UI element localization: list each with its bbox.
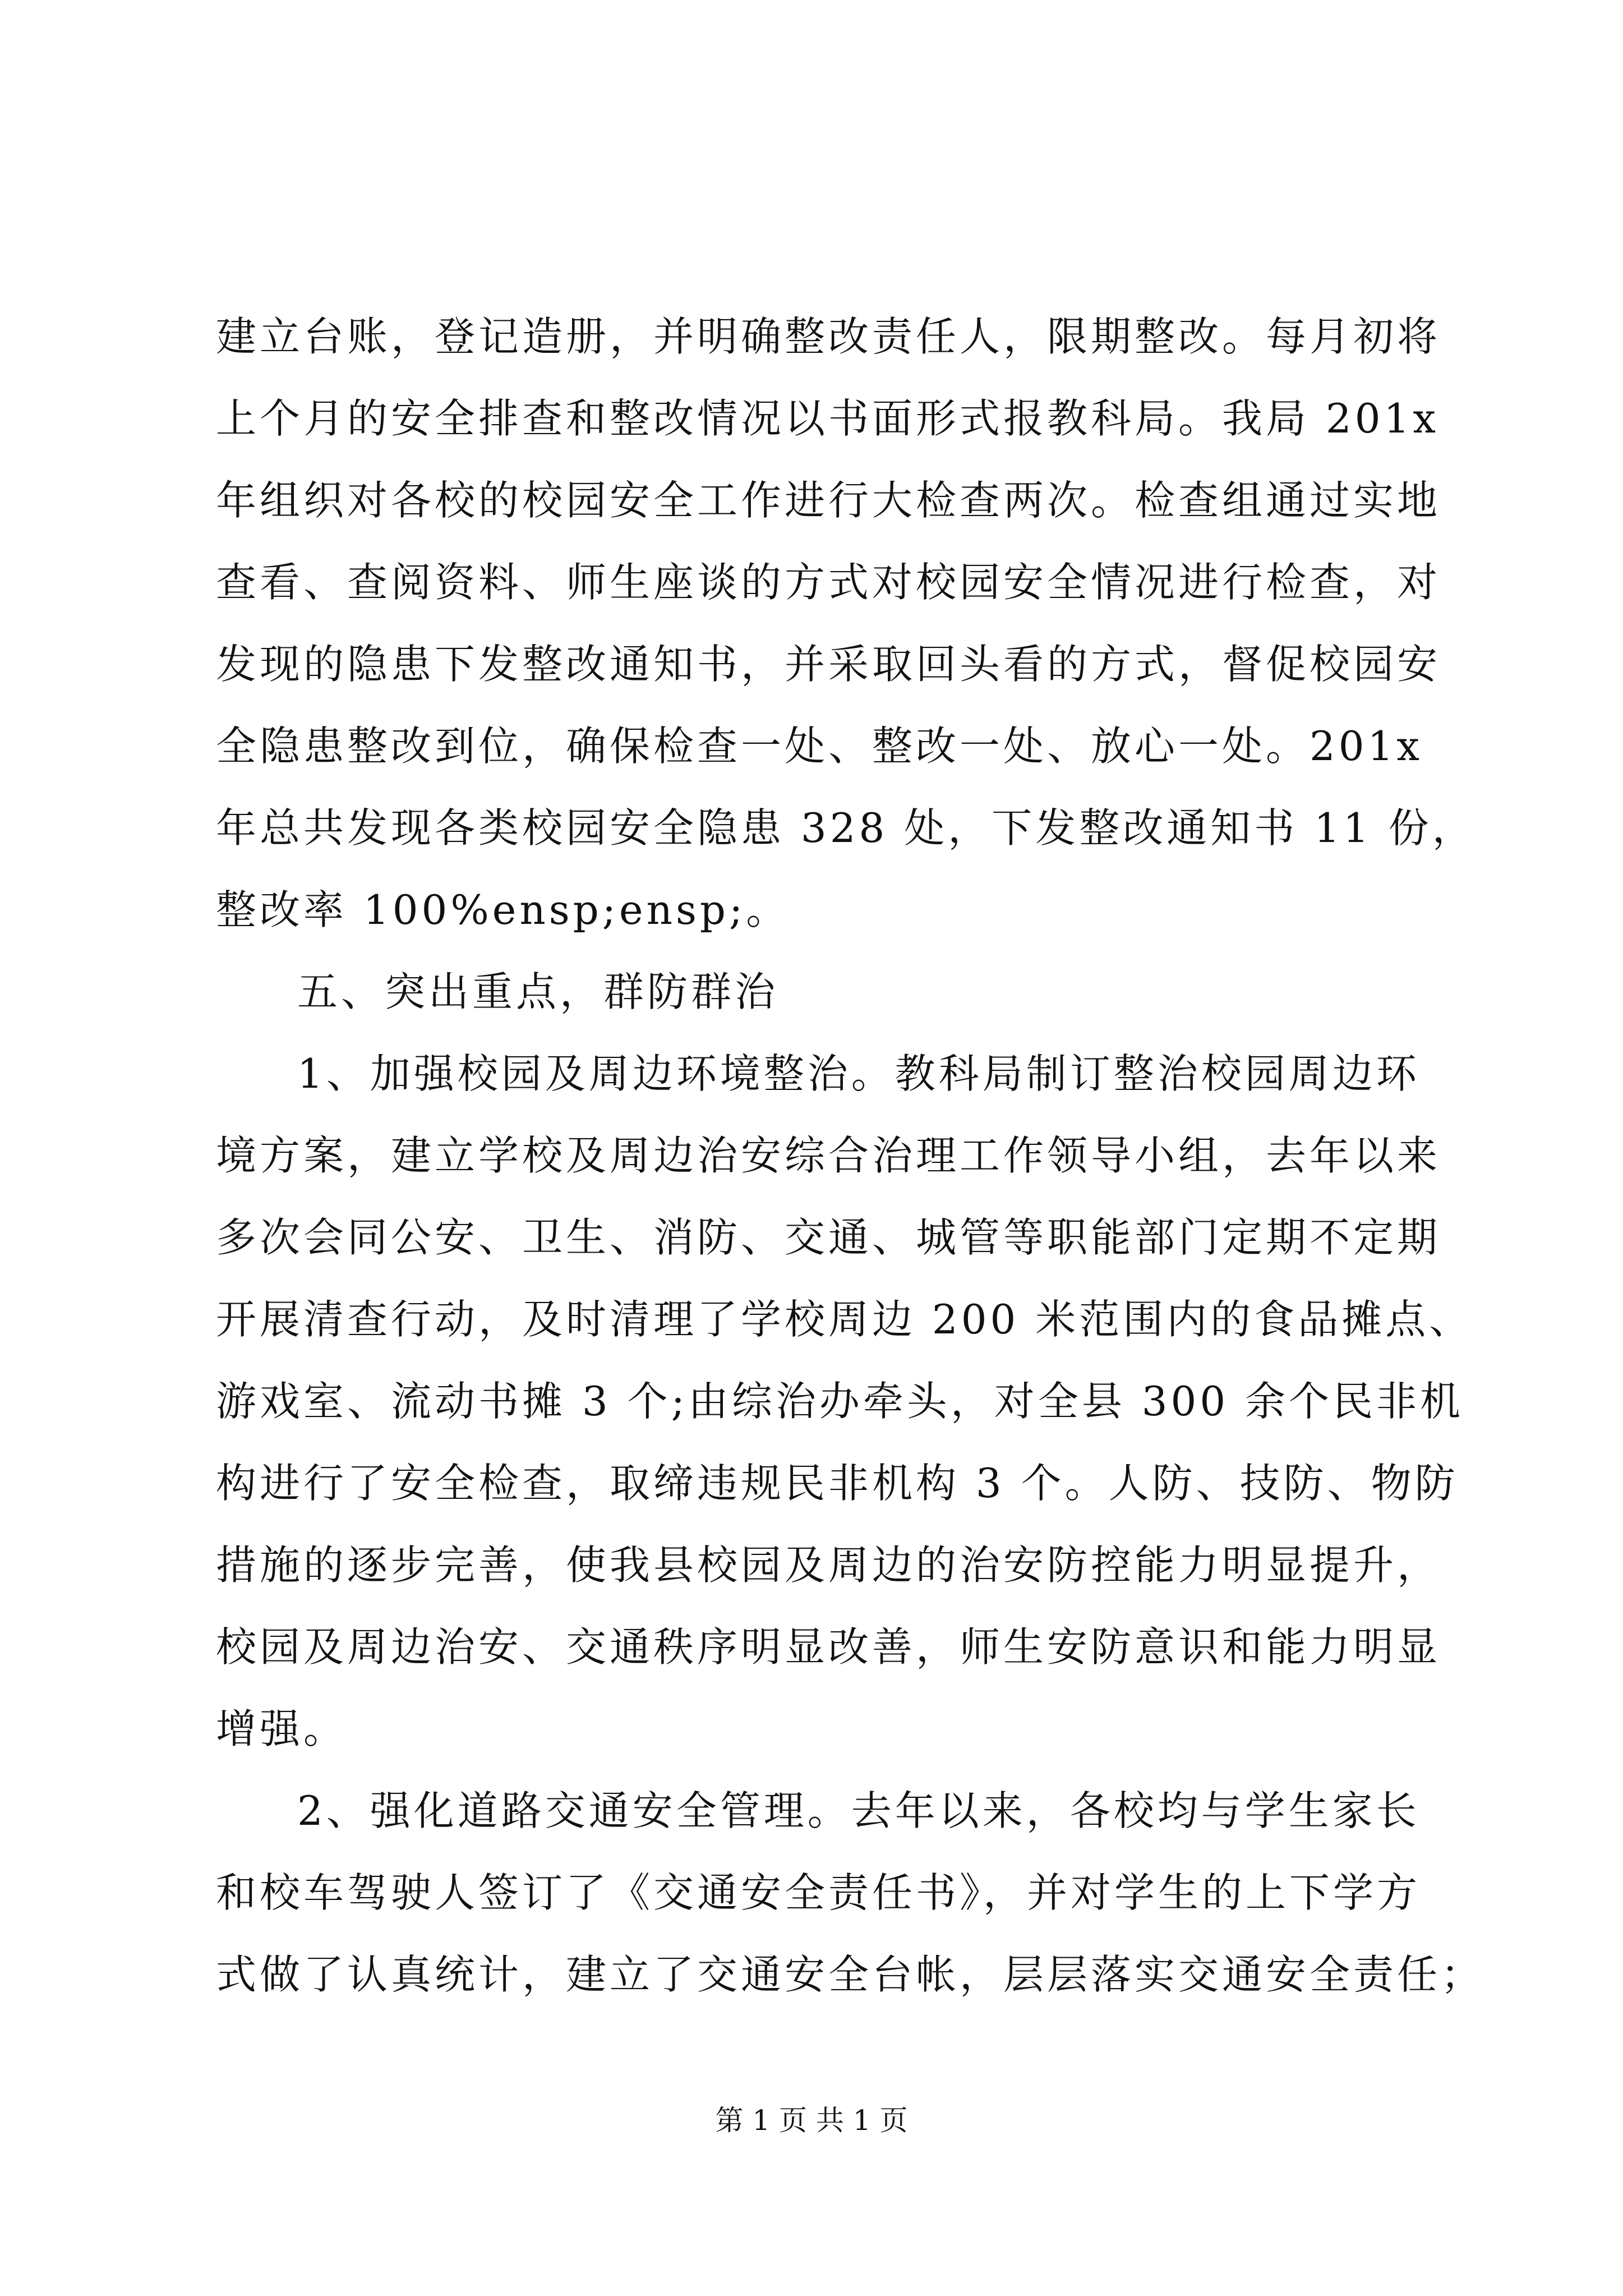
text-line: 2、强化道路交通安全管理。去年以来，各校均与学生家长 xyxy=(297,1787,1420,1834)
section-heading: 五、突出重点，群防群治 xyxy=(297,968,779,1015)
text-line: 增强。 xyxy=(216,1705,348,1752)
text-line: 式做了认真统计，建立了交通安全台帐，层层落实交通安全责任； xyxy=(216,1951,1485,1998)
text-line: 和校车驾驶人签订了《交通安全责任书》，并对学生的上下学方 xyxy=(216,1869,1421,1916)
text-line: 多次会同公安、卫生、消防、交通、城管等职能部门定期不定期 xyxy=(216,1214,1441,1261)
text-line: 游戏室、流动书摊 3 个;由综治办牵头，对全县 300 余个民非机 xyxy=(216,1378,1464,1425)
text-line: 1、加强校园及周边环境整治。教科局制订整治校园周边环 xyxy=(297,1050,1420,1097)
text-line: 年总共发现各类校园安全隐患 328 处，下发整改通知书 11 份， xyxy=(216,804,1476,852)
text-line: 校园及周边治安、交通秩序明显改善，师生安防意识和能力明显 xyxy=(216,1623,1441,1671)
text-line: 全隐患整改到位，确保检查一处、整改一处、放心一处。201x xyxy=(216,723,1423,770)
text-line: 查看、查阅资料、师生座谈的方式对校园安全情况进行检查，对 xyxy=(216,559,1441,606)
text-line: 措施的逐步完善，使我县校园及周边的治安防控能力明显提升， xyxy=(216,1542,1441,1589)
text-line: 境方案，建立学校及周边治安综合治理工作领导小组，去年以来 xyxy=(216,1132,1441,1179)
text-line: 开展清查行动，及时清理了学校周边 200 米范围内的食品摊点、 xyxy=(216,1296,1473,1343)
page-number-footer: 第 1 页 共 1 页 xyxy=(715,2104,908,2137)
body-text xyxy=(216,296,1485,2016)
text-line: 上个月的安全排查和整改情况以书面形式报教科局。我局 201x xyxy=(216,395,1439,442)
text-line: 构进行了安全检查，取缔违规民非机构 3 个。人防、技防、物防 xyxy=(216,1460,1459,1507)
text-line: 整改率 100%ensp;ensp;。 xyxy=(216,886,790,933)
text-line: 年组织对各校的校园安全工作进行大检查两次。检查组通过实地 xyxy=(216,477,1441,524)
text-line: 建立台账，登记造册，并明确整改责任人，限期整改。每月初将 xyxy=(216,313,1441,360)
text-line: 发现的隐患下发整改通知书，并采取回头看的方式，督促校园安 xyxy=(216,641,1441,688)
